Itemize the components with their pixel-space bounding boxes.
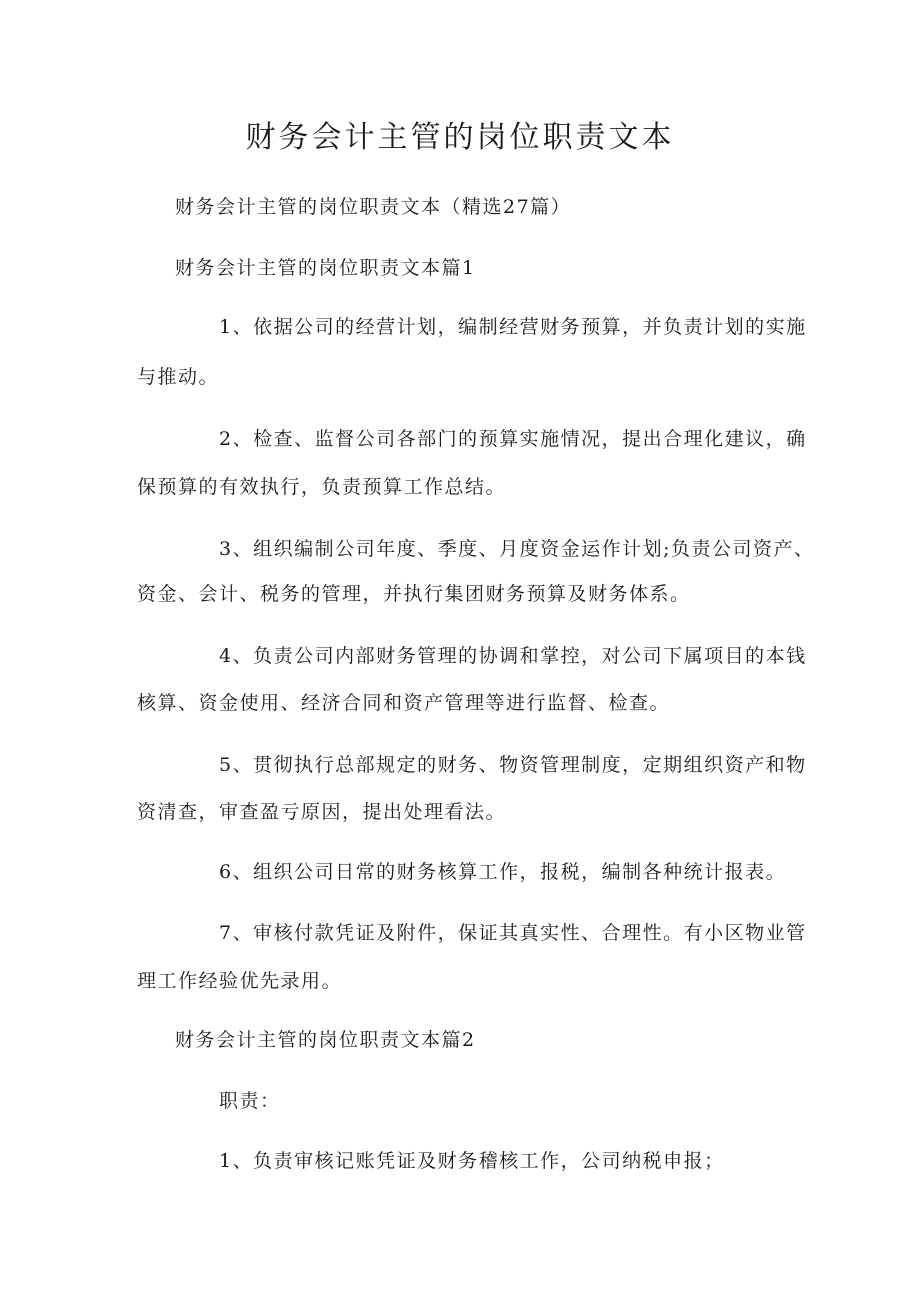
list-item: 7、审核付款凭证及附件，保证其真实性、合理性。有小区物业管 — [219, 922, 807, 944]
document-title: 财务会计主管的岗位职责文本 — [245, 120, 675, 155]
list-item: 1、负责审核记账凭证及财务稽核工作，公司纳税申报； — [219, 1150, 725, 1172]
document-subtitle: 财务会计主管的岗位职责文本（精选27篇） — [175, 196, 572, 218]
list-item: 3、组织编制公司年度、季度、月度资金运作计划;负责公司资产、 — [219, 538, 815, 560]
list-item: 1、依据公司的经营计划，编制经营财务预算，并负责计划的实施 — [219, 316, 807, 338]
list-item-continuation: 核算、资金使用、经济合同和资产管理等进行监督、检查。 — [137, 692, 671, 714]
list-item: 6、组织公司日常的财务核算工作，报税，编制各种统计报表。 — [219, 861, 787, 883]
section-label: 职责： — [219, 1090, 281, 1112]
section-heading: 财务会计主管的岗位职责文本篇2 — [175, 1029, 476, 1051]
list-item-continuation: 理工作经验优先录用。 — [137, 970, 343, 992]
list-item-continuation: 保预算的有效执行，负责预算工作总结。 — [137, 476, 507, 498]
list-item-continuation: 与推动。 — [137, 366, 220, 388]
list-item-continuation: 资清查，审查盈亏原因，提出处理看法。 — [137, 801, 507, 823]
list-item-continuation: 资金、会计、税务的管理，并执行集团财务预算及财务体系。 — [137, 583, 691, 605]
section-heading: 财务会计主管的岗位职责文本篇1 — [175, 257, 476, 279]
list-item: 2、检查、监督公司各部门的预算实施情况，提出合理化建议，确 — [219, 428, 807, 450]
list-item: 5、贯彻执行总部规定的财务、物资管理制度，定期组织资产和物 — [219, 754, 807, 776]
list-item: 4、负责公司内部财务管理的协调和掌控，对公司下属项目的本钱 — [219, 645, 807, 667]
